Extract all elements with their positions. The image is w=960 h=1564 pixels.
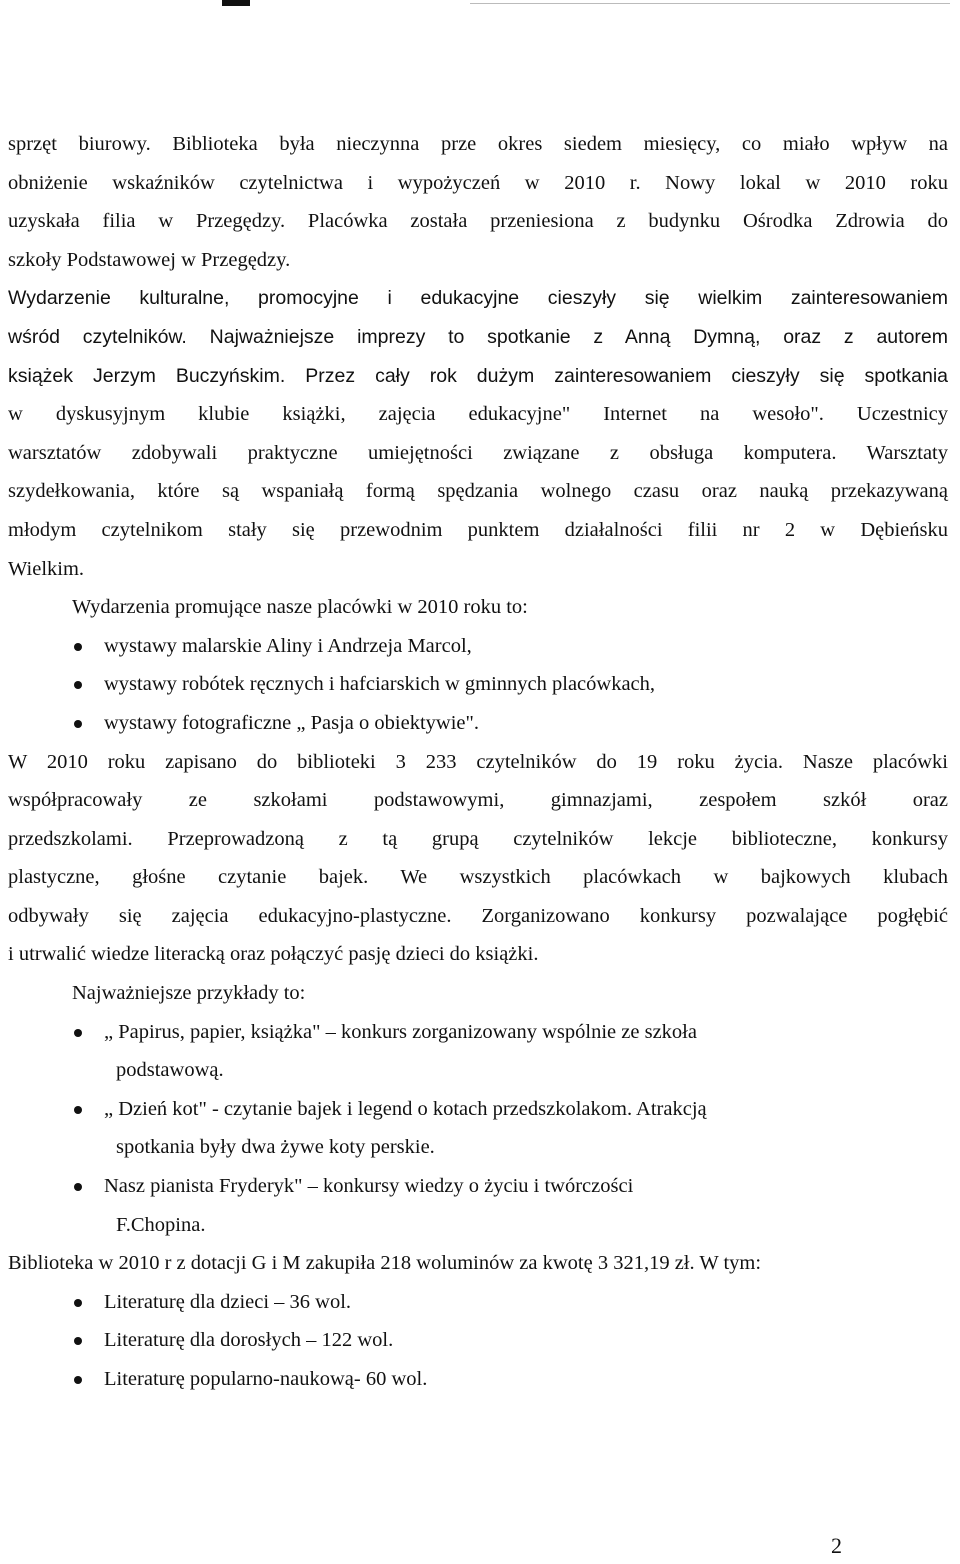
text-line: warsztatów zdobywali praktyczne umiejętności związane z obsługa komputera. Warsztaty [8,441,948,464]
bullet-icon [74,643,82,651]
examples-intro: Najważniejsze przykłady to: [72,982,306,1005]
list-item: wystawy robótek ręcznych i hafciarskich w gminnych placówkach, [8,665,948,704]
events-list [8,627,948,743]
scan-edge-line [470,3,950,4]
text-line: szydełkowania, które są wspaniałą formą spędzania wolnego czasu oraz nauką przekazywaną [8,480,948,503]
text-line: obniżenie wskaźników czytelnictwa i wypożyczeń w 2010 r. Nowy lokal w 2010 roku [8,171,948,194]
paragraph-young-readers [8,743,948,975]
text-line: W 2010 roku zapisano do biblioteki 3 233 czytelników do 19 roku życia. Nasze placówki [8,750,948,773]
purchase-line: Biblioteka w 2010 r z dotacji G i M zakupiła 218 woluminów za kwotę 3 321,19 zł. W tym: [8,1252,762,1275]
text-line: książek Jerzym Buczyńskim. Przez cały rok dużym zainteresowaniem cieszyły się spotkania [8,364,948,387]
bullet-icon [74,1106,82,1114]
list-item: „ Dzień kot" - czytanie bajek i legend o kotach przedszkolakom. Atrakcją spotkania były dwa żywe koty perskie. [8,1090,948,1167]
text-line: odbywały się zajęcia edukacyjno-plastyczne. Zorganizowano konkursy pozwalające pogłębić [8,904,948,927]
text-line: współpracowały ze szkołami podstawowymi, gimnazjami, zespołem szkół oraz [8,789,948,812]
document-page [8,125,948,1399]
text-line: wśród czytelników. Najważniejsze imprezy to spotkanie z Anną Dymną, oraz z autorem [8,325,948,348]
list-item: Literaturę dla dorosłych – 122 wol. [8,1321,948,1360]
text-line: w dyskusyjnym klubie książki, zajęcia edukacyjne" Internet na wesoło". Uczestnicy [8,403,948,426]
paragraph-equipment [8,125,948,279]
bullet-icon [74,1337,82,1345]
page-number: 2 [831,1533,842,1558]
list-item: „ Papirus, papier, książka" – konkurs zorganizowany wspólnie ze szkoła podstawową. [8,1013,948,1090]
list-item: Literaturę popularno-naukową- 60 wol. [8,1360,948,1399]
events-intro: Wydarzenia promujące nasze placówki w 2010 roku to: [72,596,528,619]
text-line: i utrwalić wiedze literacką oraz połączyć pasję dzieci do książki. [8,943,539,966]
bullet-icon [74,1299,82,1307]
list-item: wystawy fotograficzne „ Pasja o obiektywie". [8,704,948,743]
text-line: sprzęt biurowy. Biblioteka była nieczynna prze okres siedem miesięcy, co miało wpływ na [8,133,948,155]
text-line: Wielkim. [8,557,85,580]
paragraph-cultural-events [8,279,948,588]
bullet-icon [74,1029,82,1037]
list-item: Nasz pianista Fryderyk" – konkursy wiedzy o życiu i twórczości F.Chopina. [8,1167,948,1244]
bullet-icon [74,720,82,728]
text-line: uzyskała filia w Przegędzy. Placówka została przeniesiona z budynku Ośrodka Zdrowia do [8,210,948,233]
purchases-list [8,1283,948,1399]
bullet-icon [74,681,82,689]
list-item: Literaturę dla dzieci – 36 wol. [8,1283,948,1322]
list-item: wystawy malarskie Aliny i Andrzeja Marcol, [8,627,948,666]
text-line: szkoły Podstawowej w Przegędzy. [8,248,291,271]
examples-list [8,1013,948,1245]
scan-mark [222,0,250,6]
text-line: plastyczne, głośne czytanie bajek. We wszystkich placówkach w bajkowych klubach [8,866,948,889]
text-line: przedszkolami. Przeprowadzoną z tą grupą czytelników lekcje biblioteczne, konkursy [8,827,948,850]
text-line: młodym czytelnikom stały się przewodnim punktem działalności filii nr 2 w Dębieńsku [8,518,948,541]
bullet-icon [74,1183,82,1191]
text-line: Wydarzenie kulturalne, promocyjne i edukacyjne cieszyły się wielkim zainteresowaniem [8,287,948,310]
bullet-icon [74,1376,82,1384]
